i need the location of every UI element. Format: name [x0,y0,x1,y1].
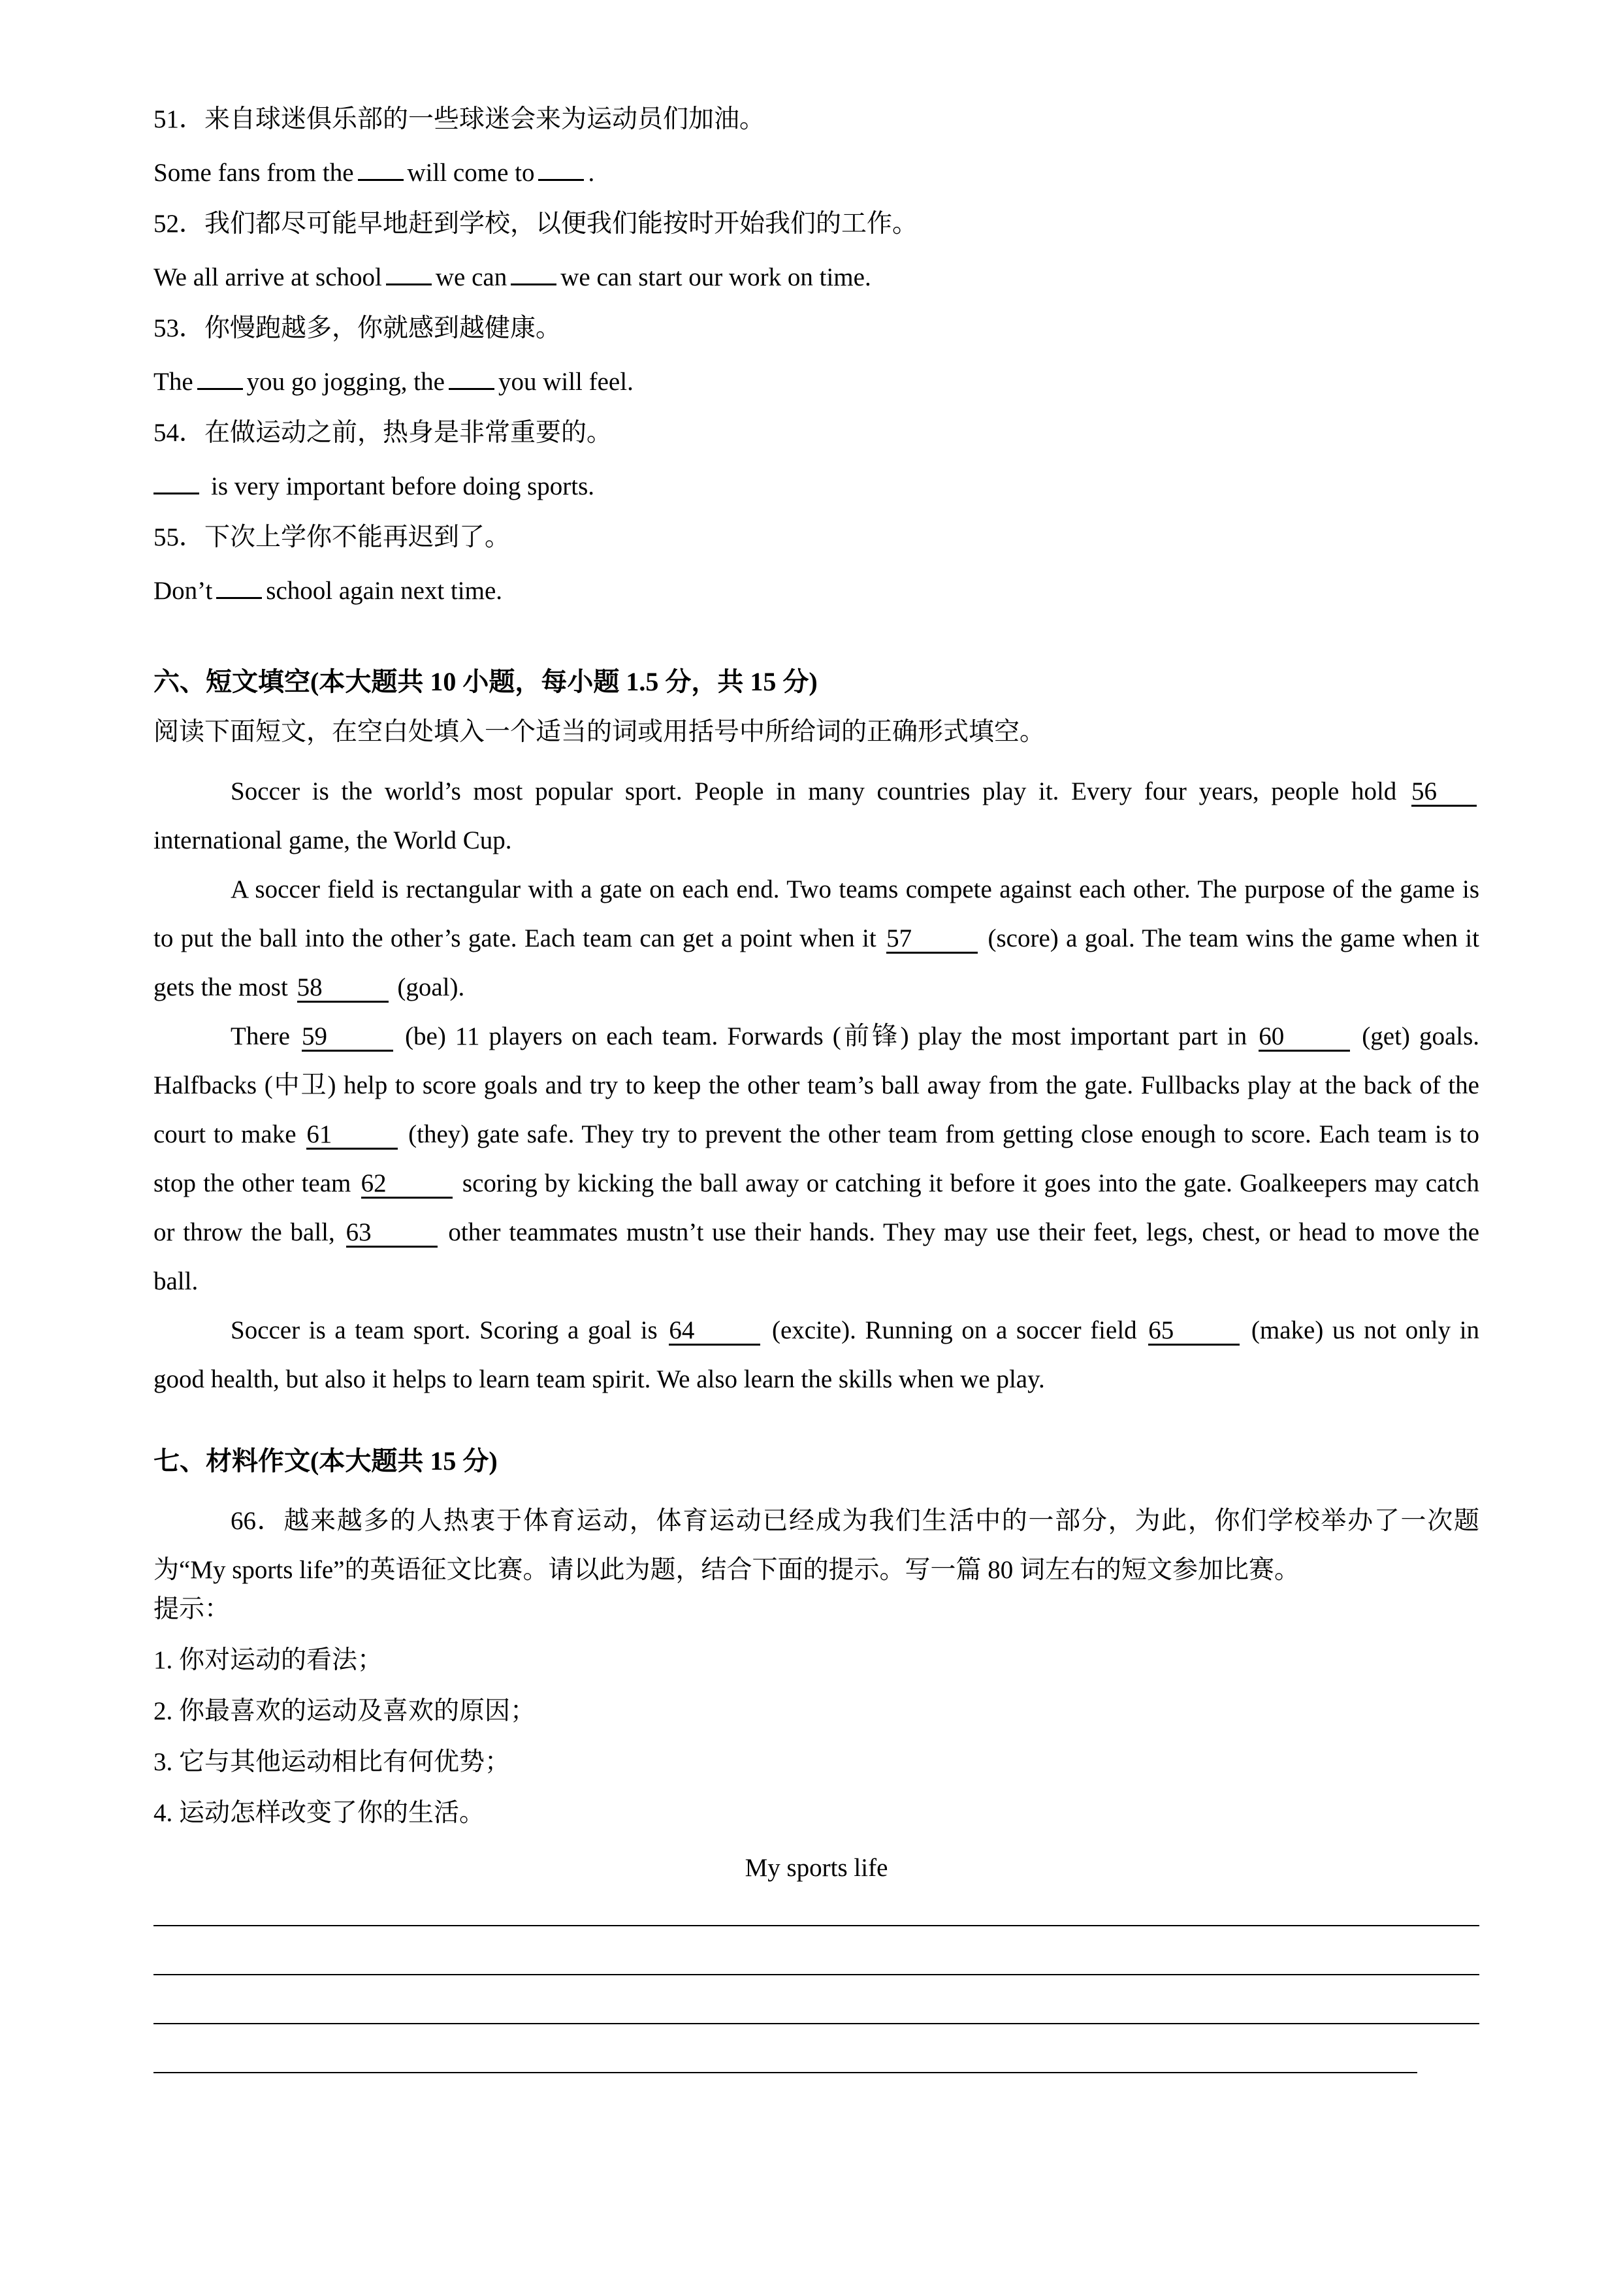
writing-line[interactable] [153,1975,1479,2024]
answer-blank[interactable] [538,157,584,181]
section6-instruction: 阅读下面短文，在空白处填入一个适当的词或用括号中所给词的正确形式填空。 [153,718,1046,746]
exam-page [153,105,1479,2073]
q55-chinese: 55．下次上学你不能再迟到了。 [153,523,511,551]
q54-chinese: 54．在做运动之前，热身是非常重要的。 [153,419,613,447]
essay-title: My sports life [745,1854,888,1882]
answer-blank[interactable] [449,366,494,390]
essay-prompt: 66．越来越多的人热衷于体育运动，体育运动已经成为我们生活中的一部分，为此，你们学校举办了一次题为“My sports life”的英语征文比赛。请以此为题，结合下面的提示。写一篇 80 词左右的短文参加比赛。 [153,1507,1479,1584]
blank-61[interactable]: 61 [306,1122,398,1150]
blank-65[interactable]: 65 [1148,1318,1240,1346]
hint-item: 2. 你最喜欢的运动及喜欢的原因； [153,1697,536,1725]
q51-english: Some fans from the will come to . [153,157,1479,209]
answer-blank[interactable] [358,157,404,181]
passage-paragraph-4: Soccer is a team sport. Scoring a goal is 64 (excite). Running on a soccer field 65 (make) us not only in good health, but also it helps to learn team spirit. We also learn the skills when we play. [153,1316,1480,1393]
q55-english: Don’t school again next time. [153,575,1479,627]
hint-label: 提示： [153,1595,231,1623]
passage-paragraph-2: A soccer field is rectangular with a gate on each end. Two teams compete against each other. The purpose of the game is to put the ball into the other’s gate. Each team can get a point when it 57 (score) a goal. The team wins the game when it gets the most 58 (goal). [153,875,1480,1001]
writing-line[interactable] [153,2024,1417,2073]
blank-57[interactable]: 57 [886,926,978,954]
blank-64[interactable]: 64 [669,1318,760,1346]
answer-blank[interactable] [386,261,432,285]
writing-line[interactable] [153,1926,1479,1975]
answer-blank[interactable] [511,261,556,285]
blank-59[interactable]: 59 [302,1024,393,1052]
q51-chinese: 51．来自球迷俱乐部的一些球迷会来为运动员们加油。 [153,105,765,133]
q54-english: is very important before doing sports. [153,470,1479,523]
section6-title: 六、短文填空(本大题共 10 小题，每小题 1.5 分，共 15 分) [153,667,818,696]
blank-56[interactable]: 56 [1411,779,1477,807]
hint-item: 1. 你对运动的看法； [153,1646,383,1674]
q53-english: The you go jogging, the you will feel. [153,366,1479,418]
blank-58[interactable]: 58 [297,975,389,1003]
writing-line[interactable] [153,1907,1479,1926]
passage-paragraph-3: There 59 (be) 11 players on each team. Forwards (前锋) play the most important part in 60 (get) goals. Halfbacks (中卫) help to score goals and try to keep the other team’s ball away from the gate. Fullbacks play at the back of the court to make 61 (they) gate safe. They try to prevent the other team from getting close enough to score. Each team is to stop the other team 62 scoring by kicking the ball away or catching it before it goes into the gate. Goalkeepers may catch or throw the ball, 63 other teammates mustn’t use their hands. They may use their feet, legs, chest, or head to move the ball. [153,1022,1480,1295]
hint-item: 4. 运动怎样改变了你的生活。 [153,1799,485,1827]
section7-title: 七、材料作文(本大题共 15 分) [153,1446,498,1476]
q52-english: We all arrive at school we can we can start our work on time. [153,261,1479,314]
q52-chinese: 52．我们都尽可能早地赶到学校，以便我们能按时开始我们的工作。 [153,210,918,238]
answer-blank[interactable] [216,575,262,599]
blank-60[interactable]: 60 [1259,1024,1350,1052]
q53-chinese: 53．你慢跑越多，你就感到越健康。 [153,314,562,342]
passage-paragraph-1: Soccer is the world’s most popular sport. People in many countries play it. Every four years, people hold 56 international game, the World Cup. [153,767,1479,865]
blank-62[interactable]: 62 [361,1171,453,1199]
hint-item: 3. 它与其他运动相比有何优势； [153,1748,511,1776]
answer-blank[interactable] [197,366,243,390]
answer-blank[interactable] [153,470,199,494]
blank-63[interactable]: 63 [346,1220,438,1248]
